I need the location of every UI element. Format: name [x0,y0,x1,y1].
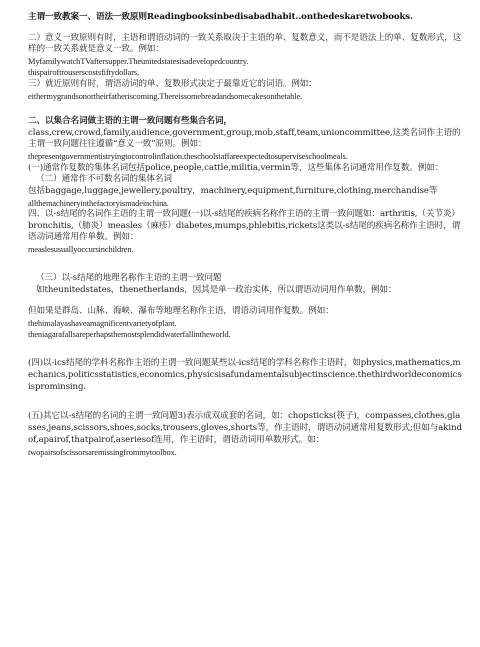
uncountable-collective-list: 包括baggage,luggage,jewellery,poultry，machinery,equipment,furniture,clothing,merchandise等 [28,185,438,196]
geographic-names-singular: 如theunitedstates，thenetherlands，因其是单一政治实体，所以谓语动词用作单数，例如： [36,285,397,296]
example-line-machinery: allthemachineryinthefactoryismadeinchina. [28,198,169,208]
example-line-scissors: twopairsofscissorsaremissingfrommytoolbox. [28,447,177,457]
section-meaning-agreement: 二）意义一致原则有时，主语和谓语动词的一致关系取决于主语的单、复数意义，而不是语法上的单、复数形式，这样的一致关系就是意义一致。例如： [28,32,462,55]
subsection-plural-collective: (一)通常作复数的集体名词包括police,people,cattle,militia,vermin等，这些集体名词通常用作复数。例如： [28,162,444,173]
example-line-family: MyfamilywatchTVaftersupper.Theunitedstatesisadevelopedcountry. [28,57,249,67]
example-line-grandson: eithermygrandsonortheirfatheriscoming.Thereissomebreadandsomecakesonthetable. [28,91,303,101]
subsection-other-s-nouns: (五)其它以-s结尾的名词的主谓一致问题3)表示成双成套的名词，如：chopsticks(筷子)，compasses,clothes,glasses,jeans,scissors,shoes,socks,trousers,gloves,shorts等，作主语时，谓语动词通常用复数形式;但如与akindof,apairof,thatpairof,aseriesof连用，作主语时，谓语动词用单数形式。如： [28,411,462,445]
doc-title-line: 主谓一致教案一、语法一致原则Readingbooksinbedisabadhabit..onthedeskaretwobooks. [28,12,413,22]
example-line-niagara: theniagarafallsareperhapsthemostsplendidwaterfallintheworld. [28,329,231,339]
section-proximity-rule: 三）就近原则有时，谓语动词的单、复数形式决定于最靠近它的词语。例如： [28,78,317,89]
subsection-geographic-names: （三）以-s结尾的地理名称作主语的主谓一致问题 [36,273,222,284]
example-line-trousers: thispairoftrouserscostsfiftydollars. [28,68,140,78]
example-line-measles: measlesusuallyoccursinchildren. [28,245,134,255]
subsection-ics-subjects: (四)以-ics结尾的学科名称作主语的主谓一致问题某些以-ics结尾的学科名称作主语时，如physics,mathematics,mechanics,politicsstatistics,economics,physicsisafundamentalsubjectinscience.thethirdworldeconomicsisprominsing. [28,358,462,392]
section-collective-nouns: 二、以集合名词做主语的主谓一致问题有些集合名词， [28,116,232,127]
section-s-ending-nouns: 四、以-s结尾的名词作主语的主谓一致问题(一)以-s结尾的疾病名称作主语的主谓一致问题如：arthritis,（关节炎）bronchitis,（肺炎）measles（麻疹）diabetes,mumps,phlebitis,rickets这类以-s结尾的疾病名称作主语时，谓语动词通常用作单数。例如： [28,208,461,243]
geographic-names-plural: 但如果是群岛、山脉、海峡、瀑布等地理名称作主语，谓语动词用作复数。例如： [28,305,334,316]
example-line-government: thepresentgovernmentistryingtocontrolinflation.theschoolstaffareexpectedtosuperviseschoolmeals. [28,152,348,162]
collective-nouns-list: class,crew,crowd,family,audience,government,group,mob,staff,team,unioncommittee,这类名词作主语的主谓一致问题往往遵循“意义一致”原则。例如： [28,127,461,150]
subsection-uncountable-collective: （二）通常作不可数名词的集体名词 [36,174,172,185]
example-line-himalayas: thehimalayashaveamagnificentvarietyofplant. [28,318,177,328]
